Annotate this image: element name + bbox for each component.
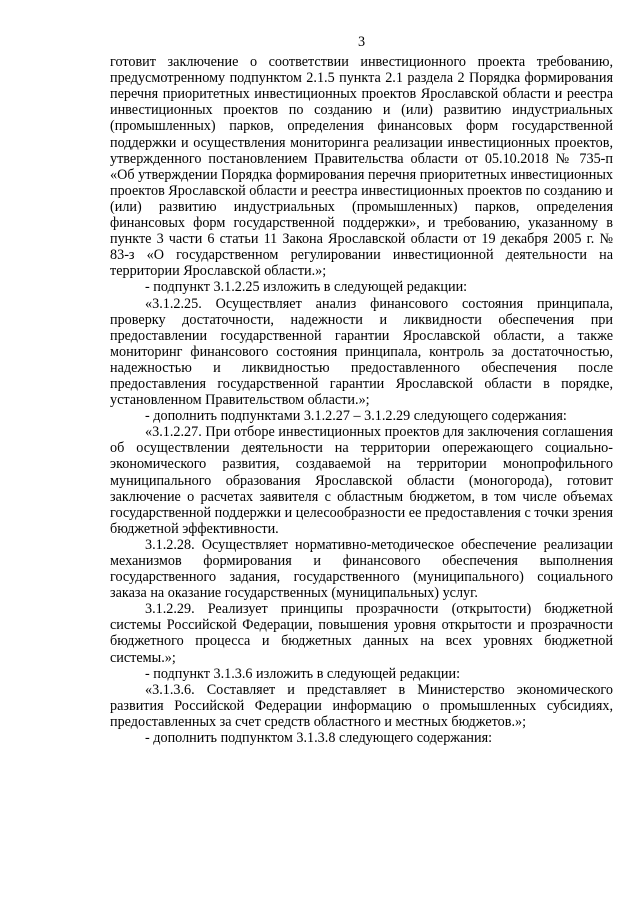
page-number: 3 bbox=[357, 34, 366, 50]
paragraph-3-1-2-28: 3.1.2.28. Осуществляет нормативно-методическое обеспечение реализации механизмов формирования и финансового обеспечения выполнения государственного задания, государственного (муниципального) социального заказа на оказание государственных (муниципальных) услуг. bbox=[110, 536, 613, 602]
paragraph-3-1-2-27: «3.1.2.27. При отборе инвестиционных проектов для заключения соглашения об осуществлении деятельности на территории опережающего социально-экономического развития, создаваемой на территории монопрофильного муниципального образования Ярославской области (моногорода), готовит заключение о расчетах заявителя с областным бюджетом, в том числе объемах государственной поддержки и целесообразности ее предоставления с точки зрения бюджетной эффективности. bbox=[110, 424, 613, 537]
document-page bbox=[110, 34, 613, 746]
paragraph-continuation: готовит заключение о соответствии инвестиционного проекта требованию, предусмотренному подпунктом 2.1.5 пункта 2.1 раздела 2 Порядка формирования перечня приоритетных инвестиционных проектов Ярославской области и реестра инвестиционных проектов по созданию и (или) развитию индустриальных (промышленных) парков, определения финансовых форм государственной поддержки и осуществления мониторинга реализации инвестиционных проектов, утвержденного постановлением Правительства области от 05.10.2018 № 735-п «Об утверждении Порядка формирования перечня приоритетных инвестиционных проектов Ярославской области и реестра инвестиционных проектов по созданию и (или) развитию индустриальных (промышленных) парков, определения финансовых форм государственной поддержки», и требованию, указанному в пункте 3 части 6 статьи 11 Закона Ярославской области от 19 декабря 2005 г. № 83-з «О государственном регулировании инвестиционной деятельности на территории Ярославской области.»; bbox=[110, 54, 613, 280]
paragraph-amend-3-1-2-25: - подпункт 3.1.2.25 изложить в следующей редакции: bbox=[145, 279, 468, 296]
paragraph-3-1-2-29: 3.1.2.29. Реализует принципы прозрачности (открытости) бюджетной системы Российской Федерации, повышения уровня открытости и прозрачности бюджетного процесса и бюджетных данных на всех уровнях бюджетной системы.»; bbox=[110, 601, 613, 666]
paragraph-amend-3-1-2-27-29: - дополнить подпунктами 3.1.2.27 – 3.1.2.29 следующего содержания: bbox=[145, 408, 567, 425]
paragraph-amend-3-1-3-6: - подпункт 3.1.3.6 изложить в следующей редакции: bbox=[145, 665, 461, 682]
paragraph-3-1-2-25: «3.1.2.25. Осуществляет анализ финансового состояния принципала, проверку достаточности, надежности и ликвидности обеспечения при предоставлении государственной гарантии Ярославской области, а также мониторинг финансового состояния принципала, контроль за достаточностью, надежностью и ликвидностью предоставленного обеспечения после предоставления государственной гарантии Ярославской области в порядке, установленном Правительством области.»; bbox=[110, 295, 613, 409]
paragraph-3-1-3-6: «3.1.3.6. Составляет и представляет в Министерство экономического развития Российской Федерации информацию о промышленных субсидиях, предоставленных за счет средств областного и местных бюджетов.»; bbox=[110, 681, 613, 730]
paragraph-amend-3-1-3-8: - дополнить подпунктом 3.1.3.8 следующего содержания: bbox=[145, 730, 493, 747]
